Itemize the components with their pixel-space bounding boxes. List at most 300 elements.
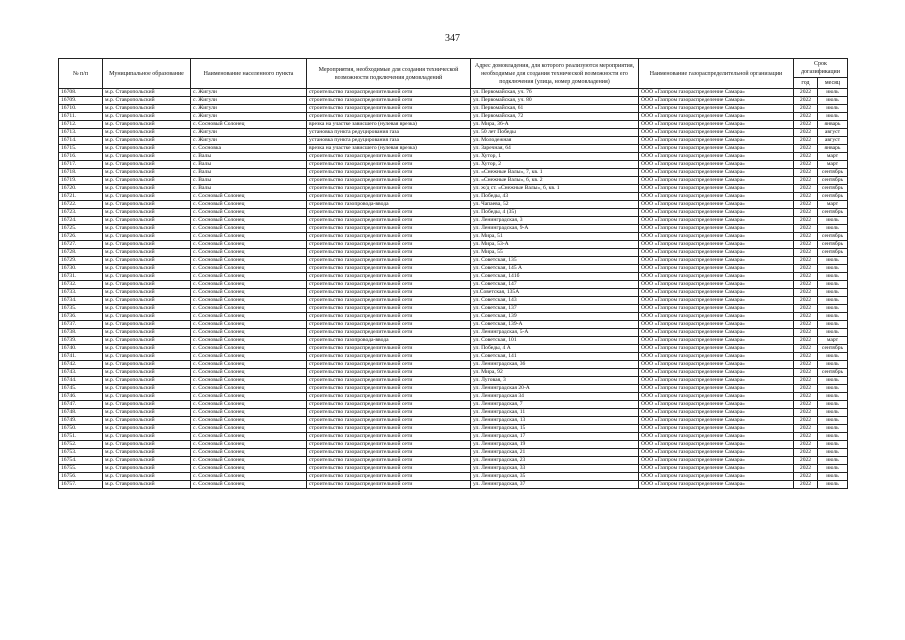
cell-year: 2022 <box>794 337 818 345</box>
cell-year: 2022 <box>794 441 818 449</box>
cell-organization: ООО «Газпром газораспределение Самара» <box>639 129 794 137</box>
cell-measure: строительство газораспределительной сети <box>307 377 471 385</box>
cell-measure: строительство газораспределительной сети <box>307 289 471 297</box>
cell-num: 16715. <box>59 145 103 153</box>
cell-address: ул. Мира, 36-А <box>471 121 639 129</box>
cell-organization: ООО «Газпром газораспределение Самара» <box>639 289 794 297</box>
cell-measure: строительство газораспределительной сети <box>307 113 471 121</box>
cell-address: ул. Советская, 137 <box>471 305 639 313</box>
cell-measure: строительство газораспределительной сети <box>307 281 471 289</box>
cell-num: 16739. <box>59 337 103 345</box>
cell-address: ул. Ленинградская 34 <box>471 393 639 401</box>
cell-settlement: с. Сосновый Солонец <box>191 249 307 257</box>
cell-municipality: м.р. Ставропольский <box>103 201 191 209</box>
cell-settlement: с. Сосновый Солонец <box>191 385 307 393</box>
table-row <box>59 153 848 161</box>
cell-address: ул. Луговая, 3 <box>471 377 639 385</box>
cell-measure: строительство газораспределительной сети <box>307 345 471 353</box>
cell-organization: ООО «Газпром газораспределение Самара» <box>639 249 794 257</box>
cell-year: 2022 <box>794 449 818 457</box>
cell-organization: ООО «Газпром газораспределение Самара» <box>639 89 794 97</box>
header-term: Срок догазификации <box>794 59 848 78</box>
cell-month: июль <box>818 425 848 433</box>
table-row <box>59 233 848 241</box>
cell-measure: строительство газораспределительной сети <box>307 193 471 201</box>
cell-month: август <box>818 137 848 145</box>
cell-year: 2022 <box>794 481 818 489</box>
cell-organization: ООО «Газпром газораспределение Самара» <box>639 217 794 225</box>
cell-settlement: с. Сосновый Солонец <box>191 473 307 481</box>
cell-num: 16743. <box>59 369 103 377</box>
cell-address: ул.Советская, 135А <box>471 289 639 297</box>
cell-month: июль <box>818 265 848 273</box>
cell-num: 16734. <box>59 297 103 305</box>
table-row <box>59 97 848 105</box>
cell-municipality: м.р. Ставропольский <box>103 281 191 289</box>
cell-year: 2022 <box>794 361 818 369</box>
cell-settlement: с. Сосновка <box>191 145 307 153</box>
cell-settlement: с. Сосновый Солонец <box>191 217 307 225</box>
cell-organization: ООО «Газпром газораспределение Самара» <box>639 417 794 425</box>
cell-month: июль <box>818 297 848 305</box>
cell-settlement: с. Сосновый Солонец <box>191 297 307 305</box>
cell-municipality: м.р. Ставропольский <box>103 161 191 169</box>
table-row <box>59 241 848 249</box>
cell-municipality: м.р. Ставропольский <box>103 105 191 113</box>
cell-month: март <box>818 153 848 161</box>
cell-settlement: с. Сосновый Солонец <box>191 265 307 273</box>
table-row <box>59 209 848 217</box>
cell-year: 2022 <box>794 345 818 353</box>
table-row <box>59 393 848 401</box>
cell-municipality: м.р. Ставропольский <box>103 233 191 241</box>
cell-organization: ООО «Газпром газораспределение Самара» <box>639 225 794 233</box>
cell-settlement: с. Сосновый Солонец <box>191 321 307 329</box>
cell-settlement: с. Сосновый Солонец <box>191 289 307 297</box>
cell-num: 16756. <box>59 473 103 481</box>
table-row <box>59 457 848 465</box>
cell-municipality: м.р. Ставропольский <box>103 137 191 145</box>
cell-year: 2022 <box>794 249 818 257</box>
table-row <box>59 161 848 169</box>
cell-year: 2022 <box>794 233 818 241</box>
cell-measure: строительство газораспределительной сети <box>307 105 471 113</box>
cell-municipality: м.р. Ставропольский <box>103 425 191 433</box>
table-row <box>59 401 848 409</box>
cell-month: июль <box>818 89 848 97</box>
table-row <box>59 281 848 289</box>
cell-month: июль <box>818 417 848 425</box>
cell-measure: строительство газораспределительной сети <box>307 209 471 217</box>
cell-measure: строительство газораспределительной сети <box>307 481 471 489</box>
cell-address: ул. Советская, 141 <box>471 353 639 361</box>
cell-address: ул. Советская, 139-А <box>471 321 639 329</box>
table-row <box>59 353 848 361</box>
cell-organization: ООО «Газпром газораспределение Самара» <box>639 177 794 185</box>
cell-address: ул. Советская, 143 <box>471 297 639 305</box>
cell-month: сентябрь <box>818 169 848 177</box>
cell-municipality: м.р. Ставропольский <box>103 145 191 153</box>
cell-measure: строительство газораспределительной сети <box>307 313 471 321</box>
cell-organization: ООО «Газпром газораспределение Самара» <box>639 361 794 369</box>
cell-address: ул. 50 лет Победы <box>471 129 639 137</box>
table-row <box>59 481 848 489</box>
cell-organization: ООО «Газпром газораспределение Самара» <box>639 353 794 361</box>
cell-num: 16732. <box>59 281 103 289</box>
table-row <box>59 441 848 449</box>
header-settlement: Наименование населенного пункта <box>191 59 307 89</box>
cell-year: 2022 <box>794 89 818 97</box>
cell-address: ул. «Снежные Валы», 7, кв. 1 <box>471 169 639 177</box>
cell-measure: строительство газопровода-ввода <box>307 201 471 209</box>
table-row <box>59 449 848 457</box>
table-row <box>59 225 848 233</box>
table-row <box>59 321 848 329</box>
cell-measure: строительство газораспределительной сети <box>307 433 471 441</box>
cell-settlement: с. Жигули <box>191 137 307 145</box>
cell-settlement: с. Сосновый Солонец <box>191 481 307 489</box>
cell-organization: ООО «Газпром газораспределение Самара» <box>639 105 794 113</box>
cell-year: 2022 <box>794 385 818 393</box>
cell-measure: врезка на участке зависшего (нулевая врезка) <box>307 145 471 153</box>
cell-month: июль <box>818 361 848 369</box>
table-row <box>59 105 848 113</box>
cell-year: 2022 <box>794 465 818 473</box>
cell-address: ул. Советская, 139 <box>471 313 639 321</box>
cell-organization: ООО «Газпром газораспределение Самара» <box>639 433 794 441</box>
cell-address: ул. Победы, 43 <box>471 193 639 201</box>
cell-organization: ООО «Газпром газораспределение Самара» <box>639 241 794 249</box>
cell-num: 16717. <box>59 161 103 169</box>
cell-address: ул. Ленинградская, 21 <box>471 449 639 457</box>
table-row <box>59 217 848 225</box>
table-row <box>59 425 848 433</box>
cell-measure: строительство газораспределительной сети <box>307 369 471 377</box>
table-row <box>59 305 848 313</box>
table-row <box>59 193 848 201</box>
cell-organization: ООО «Газпром газораспределение Самара» <box>639 321 794 329</box>
cell-address: ул. Советская, 145 А <box>471 265 639 273</box>
table-row <box>59 129 848 137</box>
table-row <box>59 137 848 145</box>
cell-num: 16752. <box>59 441 103 449</box>
cell-measure: строительство газораспределительной сети <box>307 393 471 401</box>
cell-month: сентябрь <box>818 369 848 377</box>
table-row <box>59 345 848 353</box>
cell-month: июль <box>818 401 848 409</box>
cell-month: июль <box>818 433 848 441</box>
cell-settlement: с. Жигули <box>191 113 307 121</box>
table-row <box>59 289 848 297</box>
cell-year: 2022 <box>794 297 818 305</box>
cell-address: ул. Мира, 51 <box>471 233 639 241</box>
cell-num: 16724. <box>59 217 103 225</box>
cell-organization: ООО «Газпром газораспределение Самара» <box>639 369 794 377</box>
cell-measure: строительство газораспределительной сети <box>307 321 471 329</box>
cell-settlement: с. Сосновый Солонец <box>191 225 307 233</box>
cell-num: 16709. <box>59 97 103 105</box>
cell-settlement: с. Сосновый Солонец <box>191 417 307 425</box>
cell-organization: ООО «Газпром газораспределение Самара» <box>639 137 794 145</box>
table-row <box>59 177 848 185</box>
cell-address: ул. Мира, 55 <box>471 249 639 257</box>
cell-num: 16714. <box>59 137 103 145</box>
cell-address: ул. Ленинградская 20-А <box>471 385 639 393</box>
cell-month: сентябрь <box>818 209 848 217</box>
table-row <box>59 201 848 209</box>
cell-municipality: м.р. Ставропольский <box>103 289 191 297</box>
cell-municipality: м.р. Ставропольский <box>103 409 191 417</box>
cell-num: 16725. <box>59 225 103 233</box>
cell-num: 16722. <box>59 201 103 209</box>
cell-municipality: м.р. Ставропольский <box>103 385 191 393</box>
cell-organization: ООО «Газпром газораспределение Самара» <box>639 185 794 193</box>
table-row <box>59 313 848 321</box>
cell-month: июль <box>818 257 848 265</box>
table-row <box>59 185 848 193</box>
cell-month: июль <box>818 281 848 289</box>
header-organization: Наименование газораспределительной организации <box>639 59 794 89</box>
cell-organization: ООО «Газпром газораспределение Самара» <box>639 265 794 273</box>
cell-year: 2022 <box>794 193 818 201</box>
cell-month: июль <box>818 377 848 385</box>
cell-measure: строительство газораспределительной сети <box>307 305 471 313</box>
cell-num: 16729. <box>59 257 103 265</box>
cell-organization: ООО «Газпром газораспределение Самара» <box>639 337 794 345</box>
cell-organization: ООО «Газпром газораспределение Самара» <box>639 377 794 385</box>
cell-num: 16742. <box>59 361 103 369</box>
cell-measure: строительство газораспределительной сети <box>307 361 471 369</box>
cell-year: 2022 <box>794 313 818 321</box>
cell-num: 16730. <box>59 265 103 273</box>
cell-measure: строительство газораспределительной сети <box>307 329 471 337</box>
cell-address: ул. «Снежные Валы», 6, кв. 2 <box>471 177 639 185</box>
cell-organization: ООО «Газпром газораспределение Самара» <box>639 233 794 241</box>
cell-municipality: м.р. Ставропольский <box>103 217 191 225</box>
cell-organization: ООО «Газпром газораспределение Самара» <box>639 153 794 161</box>
cell-settlement: с. Сосновый Солонец <box>191 457 307 465</box>
header-measure: Мероприятия, необходимые для создания технической возможности подключения домовладений <box>307 59 471 89</box>
cell-year: 2022 <box>794 201 818 209</box>
cell-municipality: м.р. Ставропольский <box>103 185 191 193</box>
cell-settlement: с. Сосновый Солонец <box>191 433 307 441</box>
cell-year: 2022 <box>794 169 818 177</box>
cell-month: июль <box>818 313 848 321</box>
cell-month: июль <box>818 409 848 417</box>
cell-month: июль <box>818 481 848 489</box>
cell-num: 16748. <box>59 409 103 417</box>
cell-num: 16720. <box>59 185 103 193</box>
cell-year: 2022 <box>794 113 818 121</box>
cell-address: ул. Ленинградская, 13 <box>471 417 639 425</box>
cell-measure: строительство газораспределительной сети <box>307 457 471 465</box>
cell-municipality: м.р. Ставропольский <box>103 401 191 409</box>
cell-address: ул. Мира, 53-А <box>471 241 639 249</box>
cell-address: ул. Молодежная <box>471 137 639 145</box>
cell-year: 2022 <box>794 97 818 105</box>
table-row <box>59 361 848 369</box>
cell-year: 2022 <box>794 353 818 361</box>
cell-municipality: м.р. Ставропольский <box>103 481 191 489</box>
cell-month: сентябрь <box>818 249 848 257</box>
cell-municipality: м.р. Ставропольский <box>103 465 191 473</box>
cell-municipality: м.р. Ставропольский <box>103 193 191 201</box>
cell-municipality: м.р. Ставропольский <box>103 265 191 273</box>
cell-municipality: м.р. Ставропольский <box>103 369 191 377</box>
cell-num: 16753. <box>59 449 103 457</box>
cell-measure: строительство газораспределительной сети <box>307 353 471 361</box>
cell-year: 2022 <box>794 265 818 273</box>
cell-organization: ООО «Газпром газораспределение Самара» <box>639 441 794 449</box>
cell-measure: строительство газораспределительной сети <box>307 185 471 193</box>
cell-year: 2022 <box>794 241 818 249</box>
cell-month: июль <box>818 97 848 105</box>
cell-month: июль <box>818 217 848 225</box>
table-row <box>59 377 848 385</box>
cell-year: 2022 <box>794 281 818 289</box>
cell-num: 16745. <box>59 385 103 393</box>
cell-municipality: м.р. Ставропольский <box>103 297 191 305</box>
cell-year: 2022 <box>794 369 818 377</box>
cell-settlement: с. Валы <box>191 153 307 161</box>
cell-organization: ООО «Газпром газораспределение Самара» <box>639 393 794 401</box>
cell-year: 2022 <box>794 161 818 169</box>
cell-settlement: с. Сосновый Солонец <box>191 441 307 449</box>
cell-address: ул. Первомайская, уч. 80 <box>471 97 639 105</box>
cell-municipality: м.р. Ставропольский <box>103 393 191 401</box>
cell-municipality: м.р. Ставропольский <box>103 321 191 329</box>
cell-municipality: м.р. Ставропольский <box>103 241 191 249</box>
cell-organization: ООО «Газпром газораспределение Самара» <box>639 409 794 417</box>
table-row <box>59 337 848 345</box>
cell-month: июль <box>818 289 848 297</box>
cell-measure: строительство газораспределительной сети <box>307 409 471 417</box>
cell-measure: строительство газораспределительной сети <box>307 473 471 481</box>
table-row <box>59 257 848 265</box>
cell-municipality: м.р. Ставропольский <box>103 377 191 385</box>
cell-address: ул. Ленинградская, 36 <box>471 361 639 369</box>
table-row <box>59 113 848 121</box>
cell-num: 16747. <box>59 401 103 409</box>
cell-municipality: м.р. Ставропольский <box>103 129 191 137</box>
cell-num: 16755. <box>59 465 103 473</box>
cell-address: ул. Ленинградская, 35 <box>471 473 639 481</box>
cell-settlement: с. Сосновый Солонец <box>191 409 307 417</box>
cell-settlement: с. Сосновый Солонец <box>191 401 307 409</box>
cell-address: ул. Победы, 4 А <box>471 345 639 353</box>
table-row <box>59 409 848 417</box>
cell-year: 2022 <box>794 145 818 153</box>
cell-num: 16750. <box>59 425 103 433</box>
cell-measure: строительство газораспределительной сети <box>307 177 471 185</box>
cell-year: 2022 <box>794 289 818 297</box>
cell-organization: ООО «Газпром газораспределение Самара» <box>639 297 794 305</box>
table-row <box>59 273 848 281</box>
cell-measure: строительство газораспределительной сети <box>307 153 471 161</box>
table-body <box>59 89 848 489</box>
cell-measure: строительство газораспределительной сети <box>307 257 471 265</box>
cell-month: июль <box>818 273 848 281</box>
cell-year: 2022 <box>794 305 818 313</box>
cell-address: ул. Ленинградская, 3 <box>471 217 639 225</box>
cell-num: 16721. <box>59 193 103 201</box>
cell-month: сентябрь <box>818 345 848 353</box>
cell-year: 2022 <box>794 321 818 329</box>
cell-year: 2022 <box>794 433 818 441</box>
cell-measure: строительство газораспределительной сети <box>307 161 471 169</box>
cell-municipality: м.р. Ставропольский <box>103 473 191 481</box>
cell-organization: ООО «Газпром газораспределение Самара» <box>639 209 794 217</box>
cell-num: 16731. <box>59 273 103 281</box>
cell-num: 16749. <box>59 417 103 425</box>
cell-settlement: с. Сосновый Солонец <box>191 369 307 377</box>
cell-month: июль <box>818 329 848 337</box>
cell-organization: ООО «Газпром газораспределение Самара» <box>639 113 794 121</box>
cell-measure: строительство газораспределительной сети <box>307 233 471 241</box>
cell-year: 2022 <box>794 129 818 137</box>
cell-num: 16727. <box>59 241 103 249</box>
cell-settlement: с. Сосновый Солонец <box>191 313 307 321</box>
cell-settlement: с. Сосновый Солонец <box>191 193 307 201</box>
header-year: год <box>794 78 818 89</box>
cell-month: сентябрь <box>818 233 848 241</box>
cell-month: сентябрь <box>818 241 848 249</box>
cell-measure: строительство газораспределительной сети <box>307 217 471 225</box>
header-month: месяц <box>818 78 848 89</box>
cell-address: ул. Ленинградская, 19 <box>471 441 639 449</box>
cell-year: 2022 <box>794 225 818 233</box>
table-row <box>59 465 848 473</box>
cell-municipality: м.р. Ставропольский <box>103 209 191 217</box>
cell-municipality: м.р. Ставропольский <box>103 257 191 265</box>
cell-month: июль <box>818 385 848 393</box>
cell-settlement: с. Сосновый Солонец <box>191 281 307 289</box>
cell-num: 16728. <box>59 249 103 257</box>
table-row <box>59 297 848 305</box>
cell-organization: ООО «Газпром газораспределение Самара» <box>639 481 794 489</box>
cell-month: июль <box>818 105 848 113</box>
cell-month: август <box>818 129 848 137</box>
cell-organization: ООО «Газпром газораспределение Самара» <box>639 457 794 465</box>
cell-settlement: с. Сосновый Солонец <box>191 305 307 313</box>
cell-month: март <box>818 201 848 209</box>
cell-measure: строительство газопровода-ввода <box>307 337 471 345</box>
cell-settlement: с. Валы <box>191 161 307 169</box>
cell-municipality: м.р. Ставропольский <box>103 305 191 313</box>
cell-num: 16718. <box>59 169 103 177</box>
cell-municipality: м.р. Ставропольский <box>103 441 191 449</box>
cell-settlement: с. Жигули <box>191 89 307 97</box>
cell-month: март <box>818 161 848 169</box>
cell-settlement: с. Валы <box>191 169 307 177</box>
cell-municipality: м.р. Ставропольский <box>103 345 191 353</box>
cell-settlement: с. Сосновый Солонец <box>191 377 307 385</box>
cell-month: июль <box>818 441 848 449</box>
cell-measure: строительство газораспределительной сети <box>307 273 471 281</box>
cell-month: июль <box>818 449 848 457</box>
cell-organization: ООО «Газпром газораспределение Самара» <box>639 465 794 473</box>
cell-settlement: с. Валы <box>191 185 307 193</box>
cell-month: июль <box>818 473 848 481</box>
cell-settlement: с. Сосновый Солонец <box>191 201 307 209</box>
cell-year: 2022 <box>794 137 818 145</box>
cell-municipality: м.р. Ставропольский <box>103 153 191 161</box>
cell-settlement: с. Сосновый Солонец <box>191 273 307 281</box>
cell-year: 2022 <box>794 177 818 185</box>
cell-organization: ООО «Газпром газораспределение Самара» <box>639 449 794 457</box>
cell-address: ул. Ленинградская, 23 <box>471 457 639 465</box>
cell-organization: ООО «Газпром газораспределение Самара» <box>639 329 794 337</box>
